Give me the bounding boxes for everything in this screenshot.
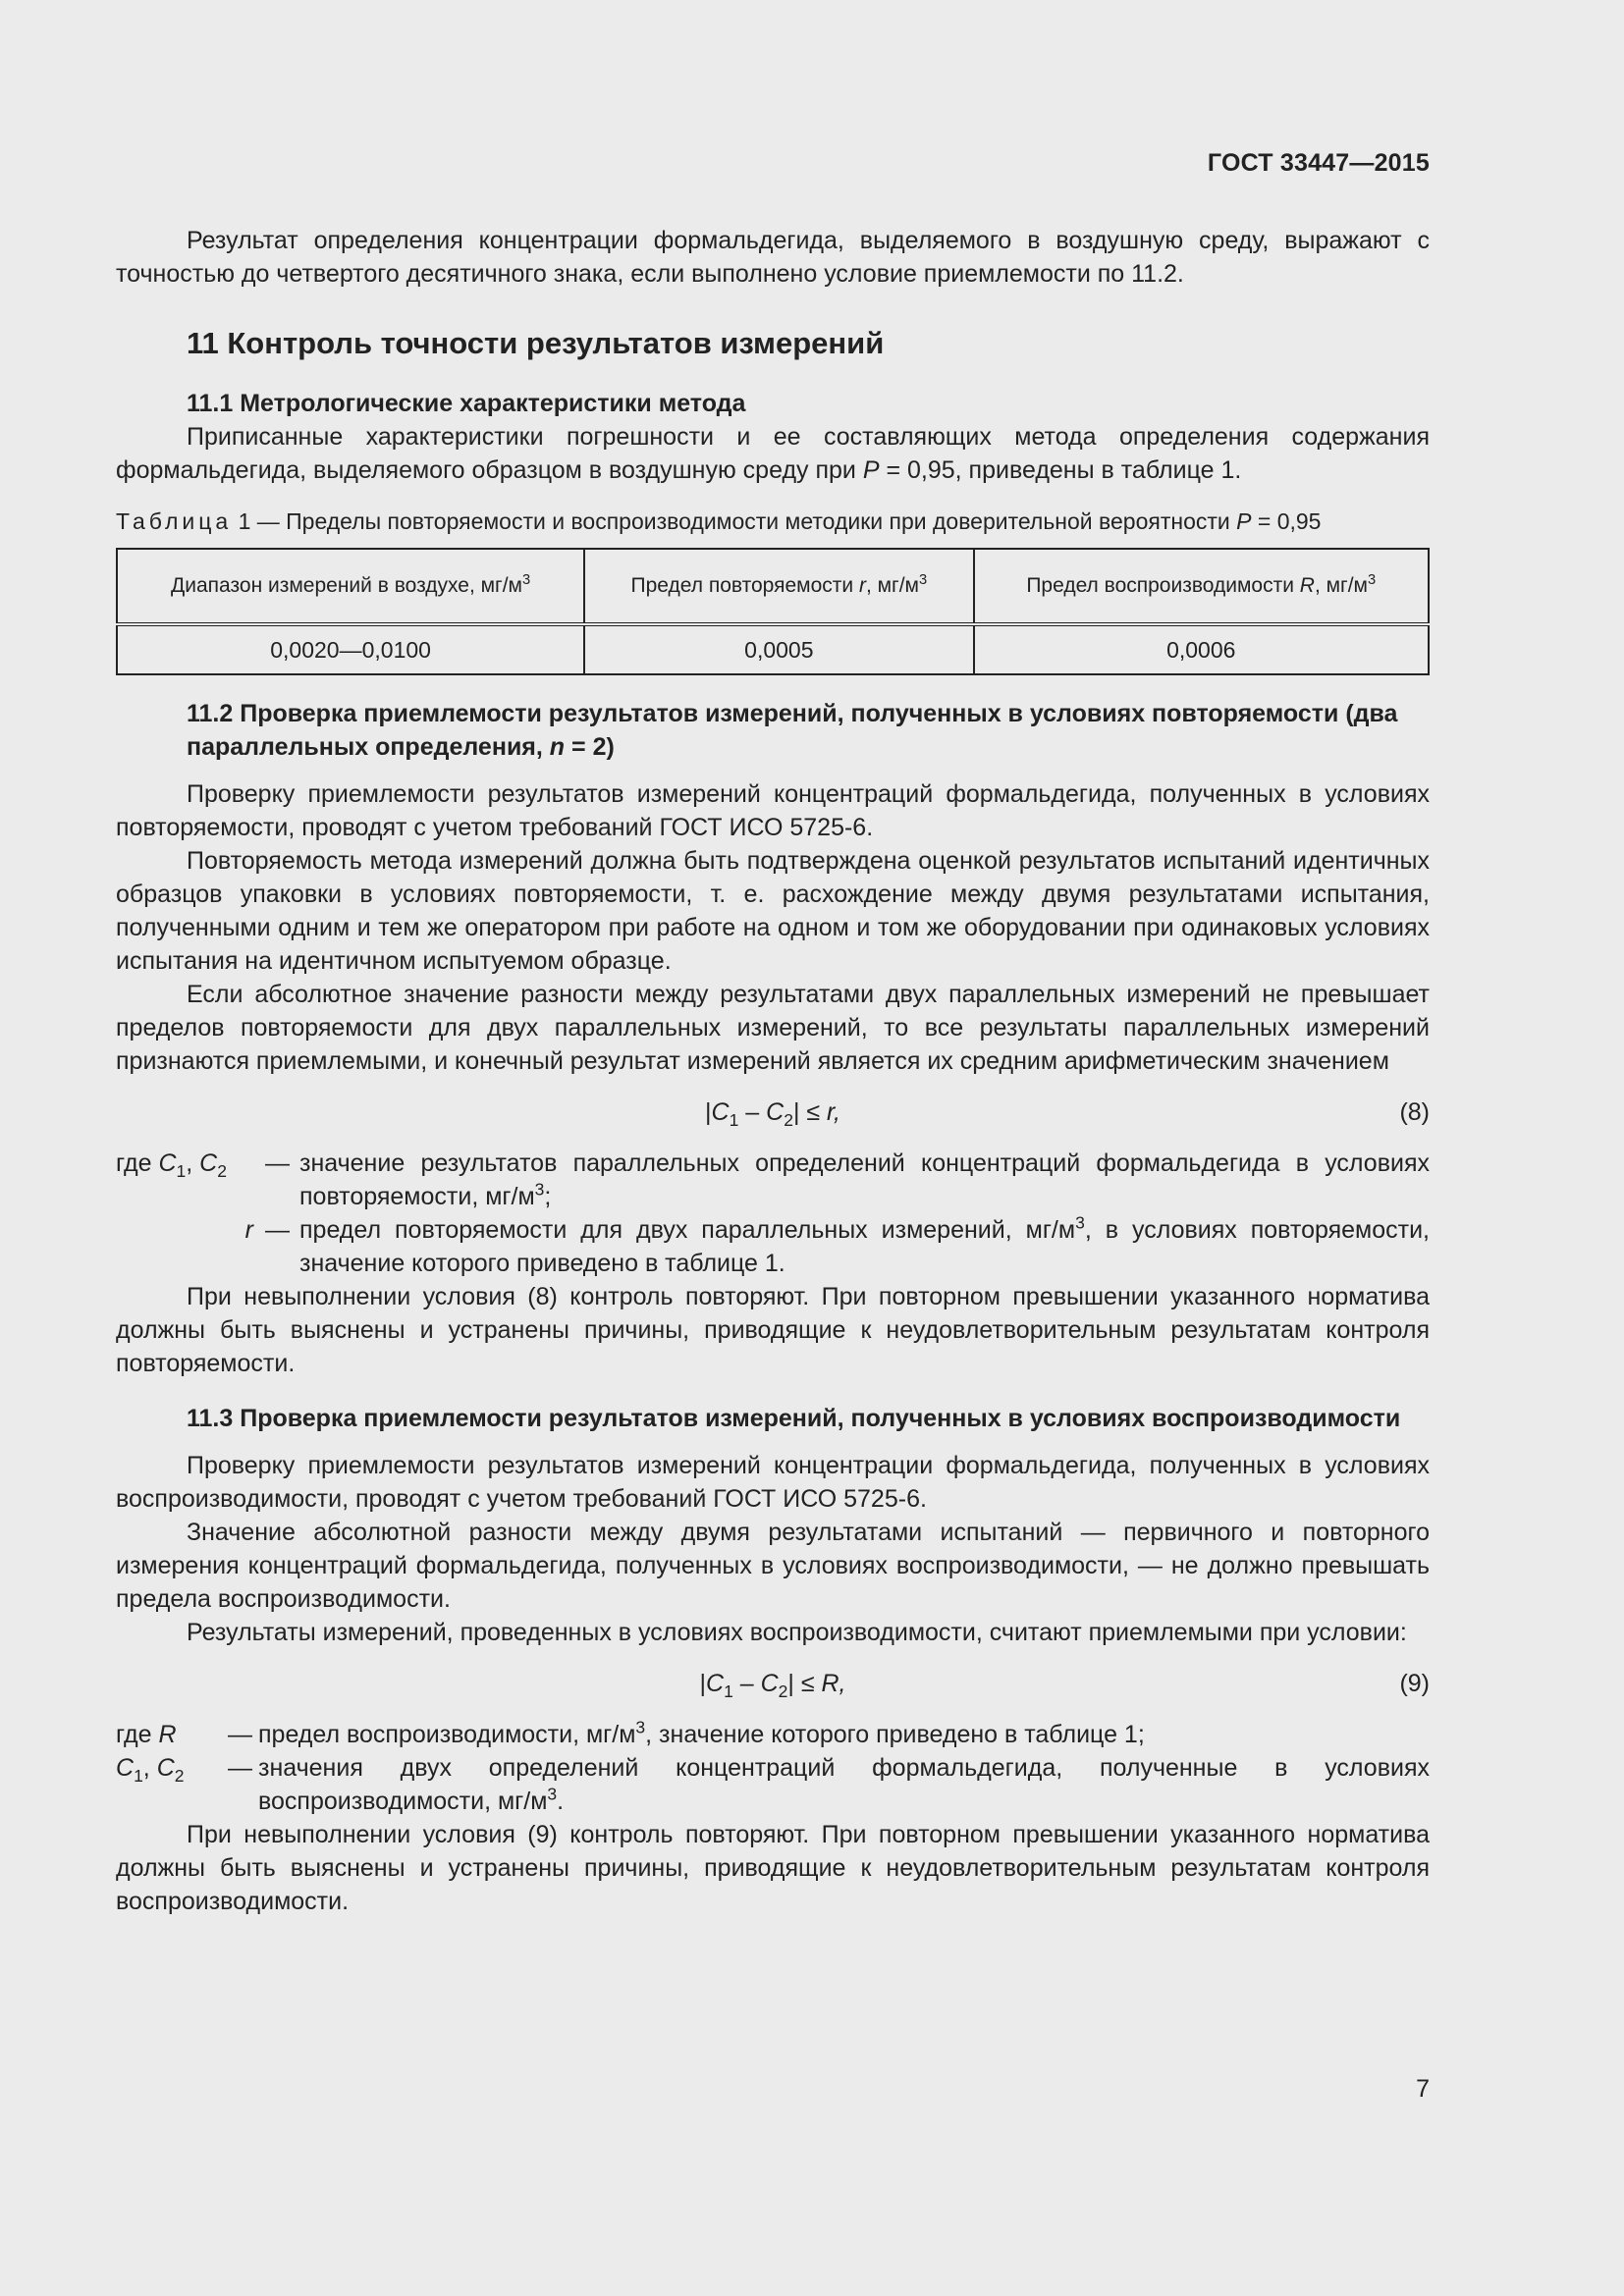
page-number: 7 <box>1416 2075 1430 2103</box>
table-1 <box>116 548 1430 675</box>
section-11-2-paragraph-4: При невыполнении условия (8) контроль повторяют. При повторном превышении указанного норматива должны быть выяснены и устранены причины, приводящие к неудовлетворительным результатам контроля повторяемости. <box>116 1283 1430 1377</box>
formula-8 <box>116 1095 1430 1129</box>
definition-symbol: $C_1$, $C_2$ <box>116 1754 185 1786</box>
table-cell-range: 0,0020—0,0100 <box>117 624 584 674</box>
definition-symbol: где R <box>116 1721 177 1748</box>
section-11-3-title: 11.3 Проверка приемлемости результатов измерений, полученных в условиях воспроизводимости <box>187 1405 1401 1432</box>
table-header-reproducibility: Предел воспроизводимости R, $мг/м^3$ <box>974 549 1430 624</box>
definition-symbol: где $C_1$, $C_2$ <box>116 1149 227 1181</box>
definition-row: где R — предел воспроизводимости, $мг/м^3$, значение которого приведено в таблице 1; <box>116 1718 1430 1751</box>
section-11-3-paragraph-2: Значение абсолютной разности между двумя результатами испытаний — первичного и повторного измерения концентраций формальдегида, полученных в условиях воспроизводимости, — не должно превышать предела воспроизводимости. <box>116 1519 1430 1613</box>
table-header-repeatability: Предел повторяемости r, $мг/м^3$ <box>584 549 973 624</box>
section-11-2-paragraph-3: Если абсолютное значение разности между результатами двух параллельных измерений не превышает пределов повторяемости для двух параллельных измерений, то все результаты параллельных измерений признаются приемлемыми, и конечный результат измерений является их средним арифметическим значением <box>116 981 1430 1075</box>
formula-9-number: (9) <box>1399 1670 1430 1697</box>
definition-text: предел воспроизводимости, $мг/м^3$, значение которого приведено в таблице 1; <box>258 1717 1145 1748</box>
formula-8-definitions <box>116 1147 1430 1280</box>
definition-row: r — предел повторяемости для двух параллельных измерений, $мг/м^3$, в условиях повторяемости, значение которого приведено в таблице 1. <box>116 1213 1430 1280</box>
section-11-3-paragraph-3: Результаты измерений, проведенных в условиях воспроизводимости, считают приемлемыми при условии: <box>187 1619 1407 1646</box>
formula-9-expression: $|C_1 - C_2| \le R$, <box>699 1670 846 1701</box>
formula-9-definitions <box>116 1718 1430 1818</box>
section-11-title: 11 Контроль точности результатов измерений <box>187 326 885 360</box>
table-cell-repeatability: 0,0005 <box>584 624 973 674</box>
section-11-2-paragraph-2: Повторяемость метода измерений должна быть подтверждена оценкой результатов испытаний идентичных образцов упаковки в условиях повторяемости, т. е. расхождение между двумя результатами испытания, полученными одним и тем же оператором при работе на одном и том же оборудовании при одинаковых условиях испытания на идентичном испытуемом образце. <box>116 847 1430 975</box>
section-11-2-paragraph-1: Проверку приемлемости результатов измерений концентраций формальдегида, полученных в условиях повторяемости, проводят с учетом требований ГОСТ ИСО 5725-6. <box>116 780 1430 841</box>
formula-9 <box>116 1667 1430 1700</box>
table-1-caption: Таблица 1 — Пределы повторяемости и воспроизводимости методики при доверительной вероятности P = 0,95 <box>116 508 1322 534</box>
definition-text: значение результатов параллельных определений концентраций формальдегида в условиях повторяемости, $мг/м^3$; <box>299 1149 1430 1210</box>
document-id: ГОСТ 33447—2015 <box>1207 149 1430 177</box>
definition-row: $C_1$, $C_2$ — значения двух определений концентраций формальдегида, полученные в условиях воспроизводимости, $мг/м^3$. <box>116 1751 1430 1818</box>
symbol-p: P <box>862 456 880 484</box>
section-11-3-paragraph-4: При невыполнении условия (9) контроль повторяют. При повторном превышении указанного норматива должны быть выяснены и устранены причины, приводящие к неудовлетворительным результатам контроля воспроизводимости. <box>116 1821 1430 1915</box>
section-11-2-title: 11.2 Проверка приемлемости результатов измерений, полученных в условиях повторяемости (два параллельных определения, n = 2) <box>187 700 1398 761</box>
definition-text: значения двух определений концентраций формальдегида, полученные в условиях воспроизводимости, $мг/м^3$. <box>258 1754 1430 1815</box>
table-row <box>117 624 1429 674</box>
document-body <box>116 224 1430 1918</box>
formula-8-number: (8) <box>1399 1098 1430 1126</box>
section-11-1-paragraph: Приписанные характеристики погрешности и ее составляющих метода определения содержания формальдегида, выделяемого образцом в воздушную среду при P = 0,95, приведены в таблице 1. <box>116 423 1430 484</box>
formula-8-expression: $|C_1 - C_2| \le r$, <box>705 1098 840 1130</box>
section-11-3-paragraph-1: Проверку приемлемости результатов измерений концентрации формальдегида, полученных в условиях воспроизводимости, проводят с учетом требований ГОСТ ИСО 5725-6. <box>116 1452 1430 1513</box>
definition-text: предел повторяемости для двух параллельных измерений, $мг/м^3$, в условиях повторяемости, значение которого приведено в таблице 1. <box>299 1212 1430 1277</box>
definition-row: где $C_1$, $C_2$ — значение результатов параллельных определений концентраций формальдегида в условиях повторяемости, $мг/м^3$; <box>116 1147 1430 1213</box>
table-cell-reproducibility: 0,0006 <box>974 624 1430 674</box>
intro-paragraph: Результат определения концентрации формальдегида, выделяемого в воздушную среду, выражают с точностью до четвертого десятичного знака, если выполнено условие приемлемости по 11.2. <box>116 227 1430 288</box>
table-header-row <box>117 549 1429 624</box>
table-header-range: Диапазон измерений в воздухе, $мг/м^3$ <box>117 549 584 624</box>
definition-symbol: r <box>244 1216 253 1244</box>
section-11-1-title: 11.1 Метрологические характеристики метода <box>187 390 746 417</box>
